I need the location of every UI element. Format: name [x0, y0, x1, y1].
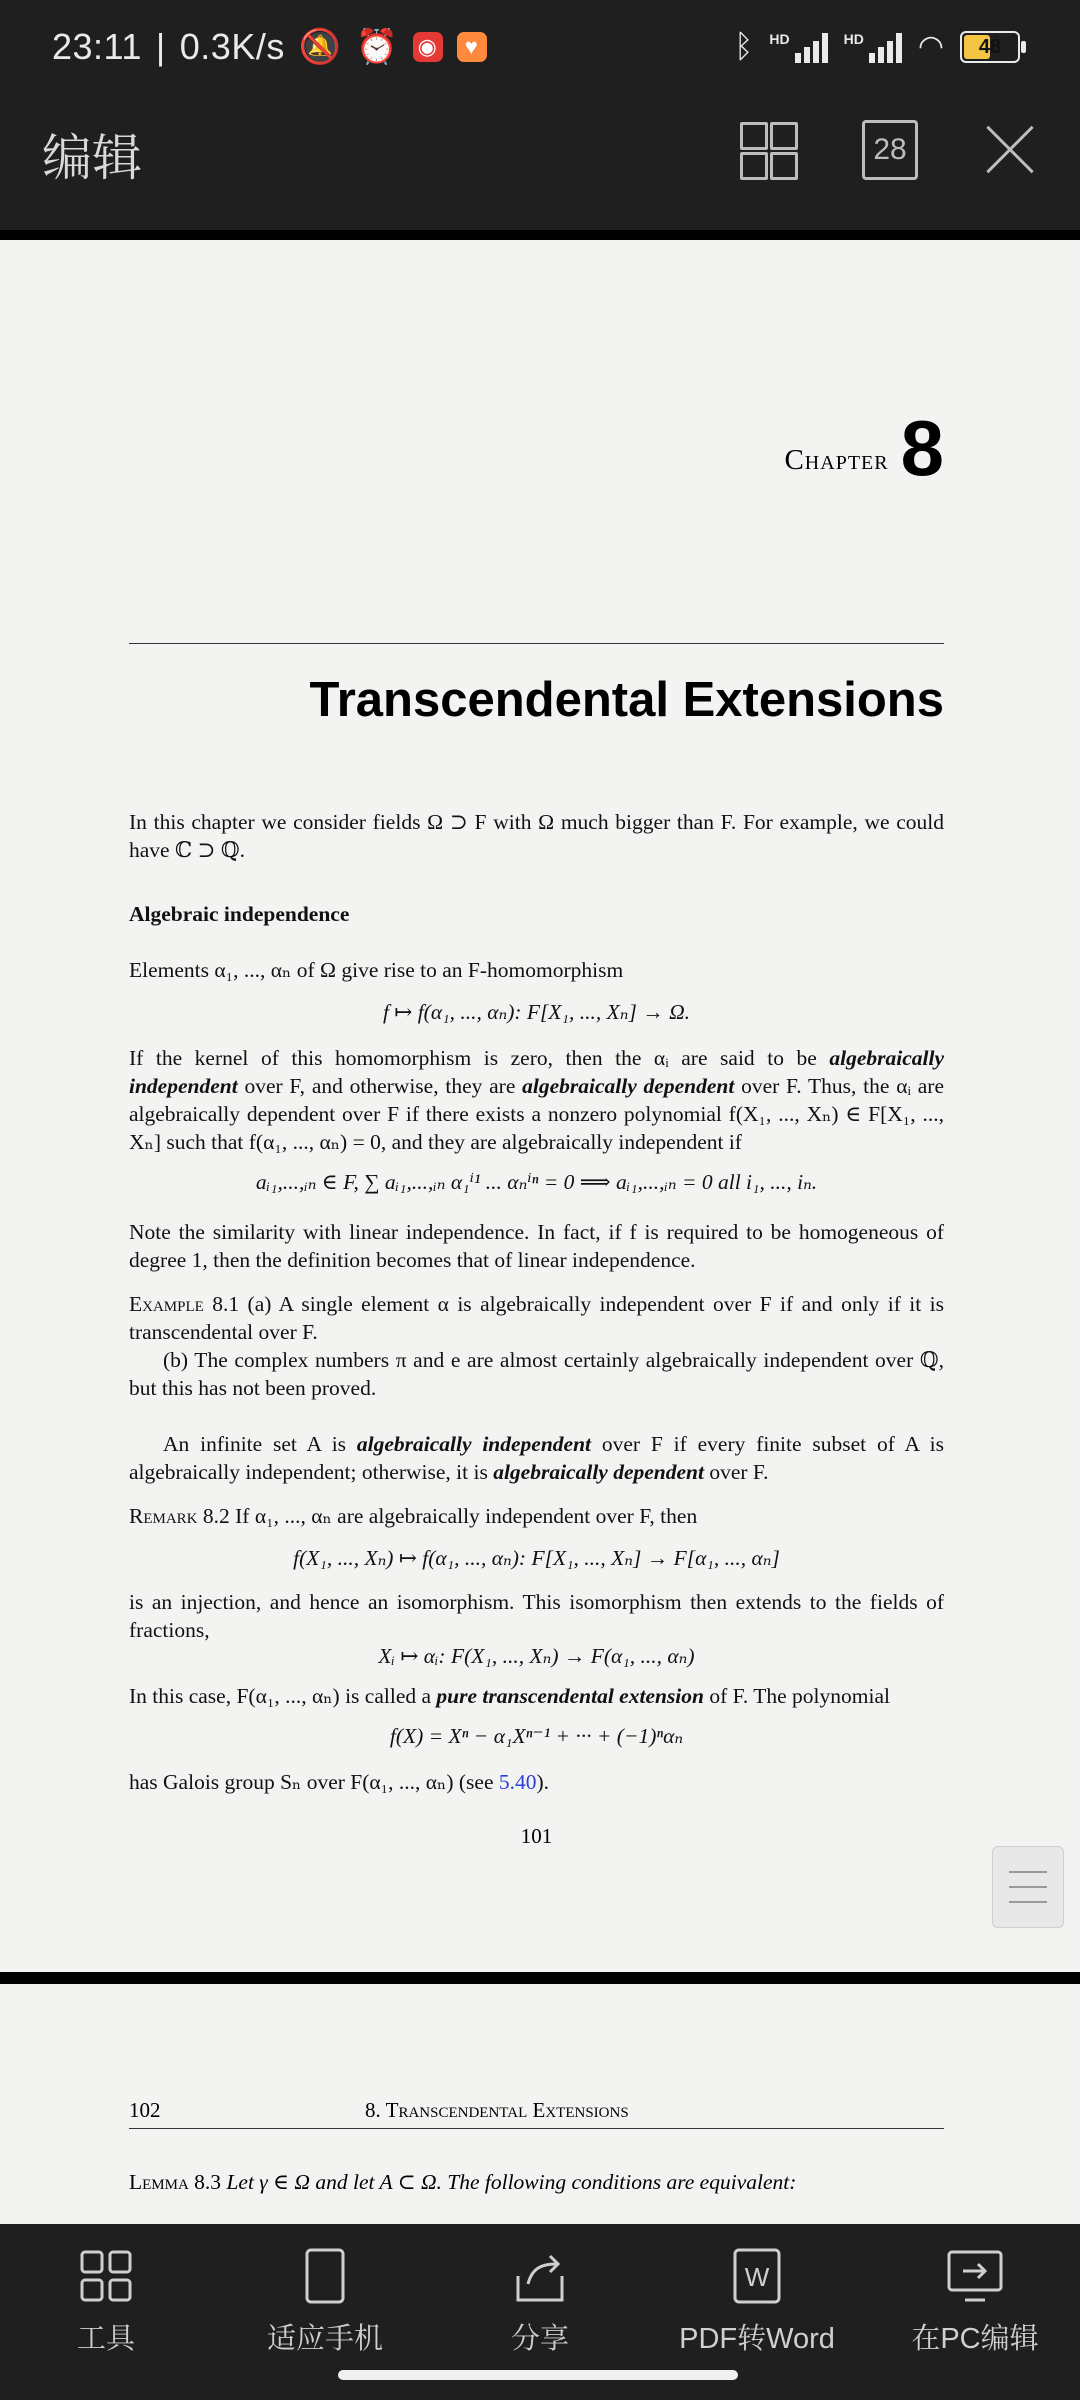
chapter-rule: [129, 643, 944, 644]
fit-phone-button[interactable]: 适应手机: [250, 2246, 400, 2357]
word-icon: [672, 2246, 842, 2310]
equation: aᵢ₁,...,ᵢₙ ∈ F, ∑ aᵢ₁,...,ᵢₙ α₁ⁱ¹ ... αₙⁱⁿ = 0 ⟹ aᵢ₁,...,ᵢₙ = 0 all i₁, ..., iₙ.: [255, 1170, 818, 1194]
page-separator: [0, 230, 1080, 240]
app-notification-icon: ♥: [457, 32, 487, 62]
signal-2-icon: HD: [844, 31, 902, 63]
paragraph: has Galois group Sₙ over F(α₁, ..., αₙ) (see 5.40).: [129, 1770, 550, 1794]
remark-8-2: Remark 8.2 If α₁, ..., αₙ are algebraically independent over F, then: [129, 1504, 698, 1528]
side-menu-button[interactable]: [992, 1846, 1064, 1928]
paragraph: is an injection, and hence an isomorphism. This isomorphism then extends to the fields of fractions,: [129, 1590, 944, 1642]
tools-button[interactable]: 工具: [60, 2246, 152, 2357]
pc-edit-icon: [900, 2246, 1050, 2310]
network-speed: 0.3K/s: [179, 26, 285, 67]
section-title: Algebraic independence: [129, 902, 350, 926]
grid-view-icon[interactable]: [740, 122, 794, 176]
equation: f(X) = Xⁿ − α₁Xⁿ⁻¹ + ··· + (−1)ⁿαₙ: [389, 1724, 684, 1748]
tools-icon: [60, 2246, 152, 2310]
svg-text:W: W: [744, 2262, 770, 2292]
intro-paragraph: In this chapter we consider fields Ω ⊃ F with Ω much bigger than F. For example, we could have ℂ ⊃ ℚ.: [129, 810, 944, 862]
page-number: 101: [520, 1824, 553, 1848]
close-icon[interactable]: [980, 120, 1040, 180]
page-number: 102: [129, 2098, 161, 2122]
mute-bell-icon: 🔕: [298, 28, 342, 66]
edit-on-pc-button[interactable]: 在PC编辑: [900, 2246, 1050, 2357]
chapter-heading: Chapter 8: [784, 404, 944, 492]
app-bar: [0, 96, 1080, 212]
signal-1-icon: HD: [769, 31, 827, 63]
equation: Xᵢ ↦ αᵢ: F(X₁, ..., Xₙ) → F(α₁, ..., αₙ): [378, 1644, 695, 1668]
fit-screen-icon: [250, 2246, 400, 2310]
equation: f ↦ f(α₁, ..., αₙ): F[X₁, ..., Xₙ] → Ω.: [382, 1000, 691, 1024]
equation: f(X₁, ..., Xₙ) ↦ f(α₁, ..., αₙ): F[X₁, ..., Xₙ] → F[α₁, ..., αₙ]: [293, 1546, 780, 1570]
share-icon: [500, 2246, 580, 2310]
lemma-8-3: Lemma 8.3 Let γ ∈ Ω and let A ⊂ Ω. The following conditions are equivalent:: [129, 2170, 797, 2194]
battery-icon: 48: [960, 31, 1020, 63]
alarm-icon: ⏰: [355, 28, 399, 66]
running-head-title: 8. Transcendental Extensions: [365, 2098, 629, 2122]
pdf-to-word-button[interactable]: W PDF转Word: [672, 2246, 842, 2357]
wifi-icon: ◠: [917, 30, 944, 63]
chapter-title: Transcendental Extensions: [309, 673, 944, 727]
music-app-icon: ◉: [413, 32, 443, 62]
paragraph: In this case, F(α₁, ..., αₙ) is called a pure transcendental extension of F. The polynomial: [129, 1684, 890, 1708]
paragraph: Note the similarity with linear independence. In fact, if f is required to be homogeneous of degree 1, then the definition becomes that of linear independence.: [129, 1220, 944, 1272]
definition-paragraph: If the kernel of this homomorphism is zero, then the αᵢ are said to be algebraically independent over F, and otherwise, they are algebraically dependent over F. Thus, the αᵢ are algebraically dependent over F if there exists a nonzero polynomial f(X₁, ..., Xₙ) ∈ F[X₁, ..., Xₙ] such that f(α₁, ..., αₙ) = 0, and they are algebraically independent if: [129, 1046, 944, 1154]
reference-link[interactable]: 5.40: [498, 1770, 537, 1794]
bluetooth-icon: ᛒ: [734, 28, 754, 64]
page-count-button[interactable]: 28: [862, 120, 918, 180]
home-indicator[interactable]: [338, 2370, 738, 2380]
edit-button[interactable]: 编辑: [42, 130, 142, 186]
clock: 23:11: [52, 26, 142, 67]
paragraph: Elements α₁, ..., αₙ of Ω give rise to an F-homomorphism: [129, 958, 624, 982]
example-8-1: Example 8.1 (a) A single element α is algebraically independent over F if and only if it is transcendental over F. (b) The complex numbers π and e are almost certainly algebraically independent over ℚ, but this has not been proved.: [129, 1292, 944, 1400]
share-button[interactable]: 分享: [500, 2246, 580, 2357]
status-bar: 23:11 | 0.3K/s 🔕 ⏰ ◉ ♥ ᛒ HD HD ◠ 48: [0, 0, 1080, 96]
paragraph: An infinite set A is algebraically independent over F if every finite subset of A is algebraically independent; otherwise, it is algebraically dependent over F.: [129, 1432, 944, 1484]
header-rule: [129, 2128, 944, 2129]
page-separator: [0, 1972, 1080, 1984]
